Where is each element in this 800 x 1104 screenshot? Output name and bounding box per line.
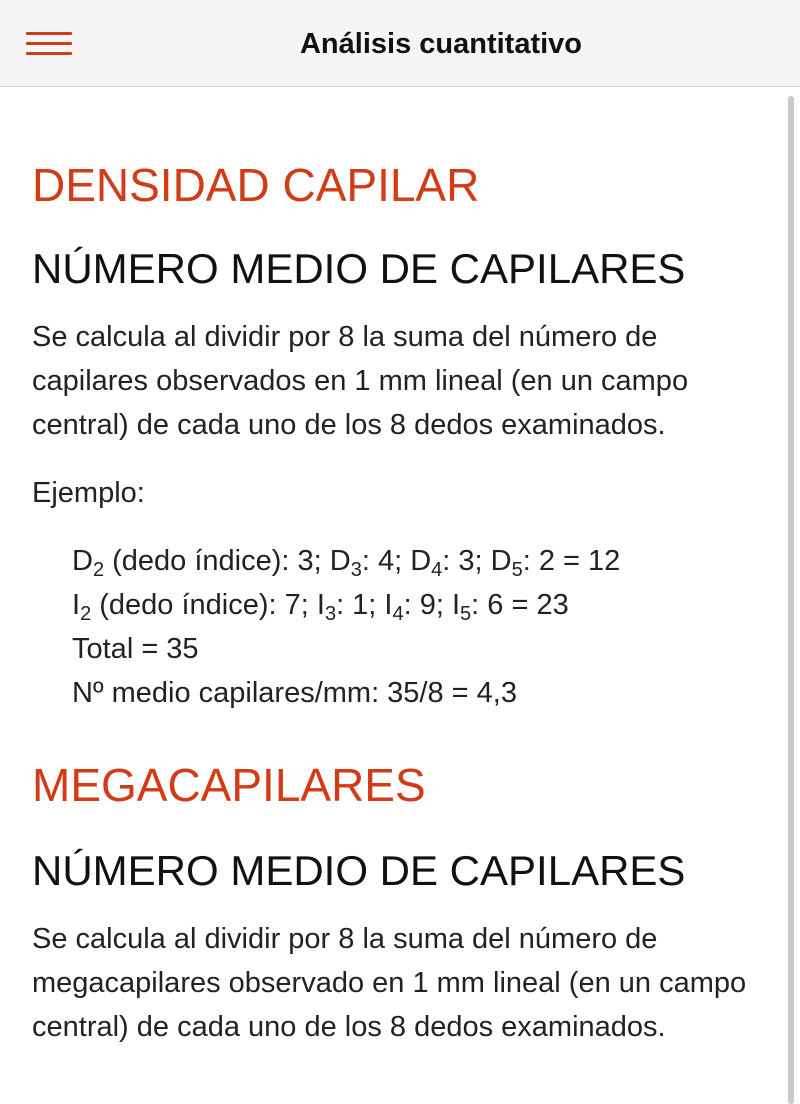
finger-index: 2 [80,603,92,625]
finger-label: D [410,545,432,577]
finger-label: I [384,589,393,621]
example-label: Ejemplo: [32,477,145,509]
section-subtitle: NÚMERO MEDIO DE CAPILARES [32,245,686,292]
finger-label: D [490,545,512,577]
top-app-bar [0,0,800,87]
finger-index: 4 [431,559,443,581]
finger-value: : 4; [361,545,411,577]
finger-label: I [72,589,81,621]
example-line-left-hand [72,583,768,627]
section-subtitle: NÚMERO MEDIO DE CAPILARES [32,847,686,894]
section-description: Se calcula al dividir por 8 la suma del número de capilares observados en 1 mm lineal (en un campo central) de cada uno de los 8 dedos examinados. [32,321,689,441]
page-title: Análisis cuantitativo [299,28,582,60]
finger-label: I [451,589,461,621]
main-content [32,87,768,1049]
finger-label: D [329,545,351,577]
finger-value: : 2 = 12 [522,545,621,577]
finger-index: 4 [392,603,404,625]
example-total: Total = 35 [72,633,199,665]
finger-value: : 6 = 23 [471,589,569,621]
finger-value: : 9; [403,589,452,621]
finger-index: 2 [92,559,105,581]
finger-index: 3 [324,603,337,625]
example-line-right-hand [72,539,768,583]
finger-label: D [72,545,93,577]
section-title-megacapilares: MEGACAPILARES [32,759,426,811]
section-description: Se calcula al dividir por 8 la suma del número de megacapilares observado en 1 mm lineal (en un campo central) de cada uno de los 8 dedos examinados. [32,923,747,1043]
scrollbar[interactable] [788,96,794,1104]
finger-label: I [316,589,325,621]
example-block [32,539,768,715]
section-title-densidad-capilar: DENSIDAD CAPILAR [32,159,480,211]
finger-value: (dedo índice): 7; [91,589,317,621]
finger-value: : 3; [442,545,491,577]
finger-index: 5 [511,559,523,581]
finger-index: 3 [350,559,362,581]
finger-index: 5 [460,603,472,625]
example-result: Nº medio capilares/mm: 35/8 = 4,3 [72,677,517,709]
finger-value: : 1; [336,589,385,621]
finger-value: (dedo índice): 3; [104,545,330,577]
